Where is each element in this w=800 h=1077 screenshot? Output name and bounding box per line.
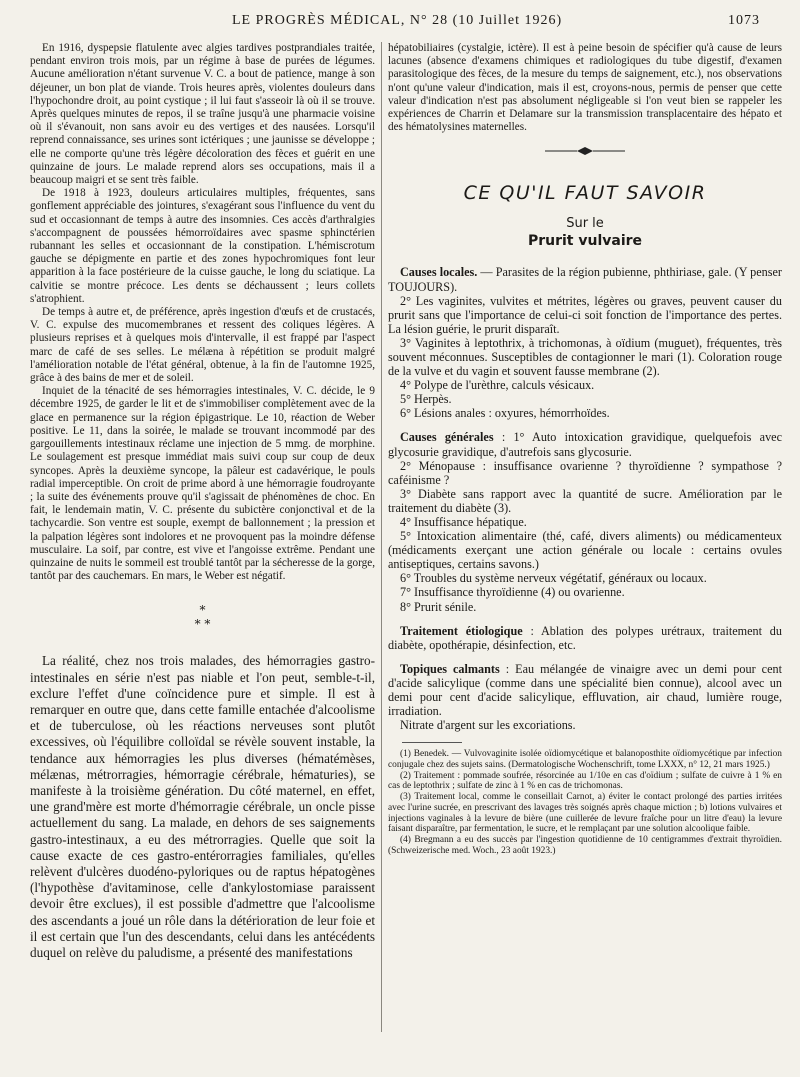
entry-first-line [388,265,782,293]
footnote-rule [402,742,462,743]
section-subtitle-small: Sur le [566,216,604,232]
entry-term: Traitement étiologique [400,623,523,638]
entry-item: 4° Insuffisance hépatique. [400,515,527,530]
entry-term: Causes générales [400,430,494,445]
entry-traitement-etiologique [388,624,782,652]
asterism-separator: * * * [194,603,211,632]
journal-title: LE PROGRÈS MÉDICAL, N° 28 (10 Juillet 1926) [232,13,563,28]
entry-term: Causes locales. [400,265,478,280]
paragraph-dyspepsia: En 1916, dyspepsie flatulente avec algies tardives postprandiales traitée, pendant environ trois mois, par un régime à base de purées de légumes. Aucune amélioration n'étant survenue V. C. a bout de patience, mange à son déjeuner, un bon plat de viande. Trois heures après, violentes douleurs dans l'hypochondre droit, au point cystique ; il lui faut s'asseoir là où il se trouve. Après quelques minutes de repos, il se traîne jusqu'à une pharmacie voisine où il s'évanouit, non sans avoir eu des vertiges et des nausées. Lorsqu'il reprend connaissance, ses urines sont ictériques ; une jaunisse se développe ; elle ne comporte qu'une très légère décoloration des fèces et guérit en une quinzaine de jours. Le malade reprend alors ses occupations, mais il a beaucoup maigri et se sent très faible. [30,42,375,187]
entry-item: 3° Diabète sans rapport avec la quantité de sucre. Amélioration par le traitement du diabète (3). [388,486,782,515]
right-column [388,42,782,1052]
paragraph-melaena: De temps à autre et, de préférence, après ingestion d'œufs et de crustacés, V. C. expulse des mucomembranes et ressent des coliques légères. A plusieurs reprises et à quelques mois d'intervalle, il est frappé par l'aspect marc de café de ses selles. Le mélæna à répétition se produit malgré l'amélioration notable de l'état général, obtenue, à la fin de l'automne 1925, grâce à des bains de mer et de soleil. [30,306,375,385]
entry-topiques-calmants [388,662,782,732]
entry-first-line [388,662,782,718]
entry-item: 7° Insuffisance thyroïdienne (4) ou ovarienne. [400,585,625,600]
entry-text: : 1° Auto intoxication gravidique, quelquefois avec glycosurie gravidique, d'autrefois sans glycosurie. [388,430,782,459]
entry-item: 3° Vaginites à leptothrix, à trichomonas, à oïdium (muguet), fréquentes, très souvent méconnues. Susceptibles de contagionner le mari (1). Coloration rouge de la vulve et du vagin et souvent fausse membrane (2). [388,335,782,379]
paragraph-hemorrhage: Inquiet de la ténacité de ses hémorragies intestinales, V. C. décide, le 9 décembre 1925, de garder le lit et de s'immobiliser complètement avec de la glace en permanence sur la région épigastrique. Le 10, réaction de Weber positive. Le 11, dans la soirée, le malade se trouvant incommodé par des gargouillements intestinaux réclame une injection de 5 mmg. de morphine. Le soulagement est presque immédiat mais suivi coup sur coup de deux syncopes. Après la deuxième syncope, la pâleur est cadavérique, le pouls radial imperceptible. On croit de prime abord à une hémorragie foudroyante ; la suite des événements prouve qu'il s'agissait de phénomènes de choc. En fait, le lendemain matin, V. C. présente du subictère conjonctival et de la tachycardie. Son ventre est souple, exempt de ballonnement ; la pression et la palpation légères sont indolores et ne provoquent pas la moindre défense musculaire. La soif, par contre, est vive et l'angoisse extrême. Pendant une quinzaine de nuits le sommeil est troublé tantôt par la sécheresse de la gorge, tantôt par des cauchemars. En mars, le Weber est négatif. [30,385,375,583]
ornament-divider [543,146,627,156]
paragraph-discussion: La réalité, chez nos trois malades, des hémorragies gastro-intestinales en série n'est pas niable et l'on peut, semble-t-il, exclure l'effet d'une coïncidence pure et simple. Il est à remarquer en outre que, dans cette famille entachée d'alcoolisme et de tuberculose, où les réactions nerveuses sont plutôt excessives, où l'équilibre colloïdal se révèle souvent instable, la tendance aux hémorragies les plus diverses (hématémèses, mélænas, métrorragies, hémorragie cérébrale, hématuries), se manifeste à la troisième génération. Du côté maternel, en effet, une grand'mère est morte d'hémorragie cérébrale, un oncle pisse actuellement du sang. La malade, en dehors de ses saignements gastro-intestinaux, a eu des métrorragies. Quelle que soit la cause exacte de ces gastro-entérorragies familiales, qu'elles relèvent d'ulcères duodéno-pyloriques ou de raptus hépatogènes (l'hypothèse d'avitaminose, celle d'ankylostomiase paraissent devoir être exclues), il est possible d'admettre que l'alcoolisme des ascendants a joué un rôle dans la détérioration de leur foie et il est certain que l'un des descendants, celui dans les antécédents duquel on relève du paludisme, a présenté des manifestations [30,653,375,960]
entry-text: : Eau mélangée de vinaigre avec un demi pour cent d'acide salicylique (comme dans une spécialité bien connue), alcool avec un demi pour cent d'acide salicylique, effluvation, air chaud, lumière rouge, irradiation. [388,661,782,719]
running-head [32,13,760,35]
footnote: (2) Traitement : pommade soufrée, résorcinée au 1/10e en cas d'oïdium ; sulfate de cuivre à 1 % en cas de leptothrix ; sulfate de zinc à 1 % en cas de trichomonas. [388,770,782,792]
paragraph-continuation: hépatobiliaires (cystalgie, ictère). Il est à peine besoin de spécifier qu'à cause de leurs lacunes (absence d'examens chimiques et radiologiques du tube digestif, d'examen parasitologique des fèces, de la mesure du temps de saignement, etc.), nos observations n'ont qu'une valeur d'indication, mais il est, croyons-nous, permis de penser que cette valeur d'indication n'est pas absolument négligeable si l'on veut bien se rappeler les expériences de Charrin et Delamare sur la transmission transplacentaire des hépato et des hématolysines maternelles. [388,42,782,134]
entry-causes-generales [388,430,782,613]
entry-item: 2° Les vaginites, vulvites et métrites, légères ou graves, peuvent causer du prurit sans que l'importance de celui-ci soit fonction de l'importance des pertes. La lésion guérie, le prurit disparaît. [388,293,782,336]
footnotes [388,749,782,856]
footnote: (1) Benedek. — Vulvovaginite isolée oïdiomycétique et balanoposthite oïdiomycétique par infection conjugale chez des sujets sains. (Dermatologische Wochenschrift, tome LXXX, n° 12, 21 mars 1925.) [388,749,782,771]
section-subtitle: Prurit vulvaire [527,233,643,250]
entry-item: 6° Lésions anales : oxyures, hémorrhoïdes. [400,406,610,421]
entry-first-line [388,430,782,458]
entry-item: 2° Ménopause : insuffisance ovarienne ? thyroïdienne ? sympathose ? caféinisme ? [388,458,782,487]
left-column [30,42,375,1052]
entry-item: 5° Intoxication alimentaire (thé, café, divers aliments) ou médicamenteux (médicaments exerçant une action générale ou locale : certains ovules antiseptiques, certains savons.) [388,529,782,572]
paragraph-arthralgia: De 1918 à 1923, douleurs articulaires multiples, fréquentes, sans gonflement appréciable des jointures, s'exagérant sous l'influence du vent du sud et occasionnant de temps à autre des insomnies. Ces accès d'arthralgies s'accompagnent de poussées hémorroïdaires avec spasme sphinctérien rubannant les selles et occasionnant de la constipation. L'hémiscrotum gauche se dépigmente en partie et des zones hypochromiques font leur apparition à la face postérieure de la cuisse gauche, le long du sciatique. La calvitie se montre précoce. Les dents se déchaussent ; leurs collets s'atrophient. [30,187,375,305]
entry-text: : Ablation des polypes urétraux, traitement du diabète, opothérapie, désinfection, etc. [388,623,782,652]
entry-first-line [388,624,782,652]
entry-item: 4° Polype de l'urèthre, calculs vésicaux. [400,378,595,393]
entry-causes-locales [388,265,782,420]
entry-item: 6° Troubles du système nerveux végétatif, généraux ou locaux. [400,571,707,586]
entry-item: 8° Prurit sénile. [400,599,477,614]
section-title: CE QU'IL FAUT SAVOIR [463,182,707,205]
footnote: (4) Bregmann a eu des succès par l'ingestion quotidienne de 10 centigrammes d'extrait thyroïdien. (Schweizerische med. Woch., 23 août 1923.) [388,834,782,856]
entry-item: 5° Herpès. [400,392,452,407]
column-divider [381,42,382,1032]
page-number: 1073 [728,13,760,28]
footnote: (3) Traitement local, comme le conseillait Carnot, a) éviter le contact prolongé des parties irritées avec l'urine sucrée, en prescrivant des lavages très soignés après chaque miction ; b) lotions vulvaires et injections vaginales à la levure de bière (une cuillerée de levure fraîche pour un litre d'eau) la levure faisant disparaître, par fermentation, le sucre, et le remplaçant par une solution alcoolique faible. [388,792,782,835]
entry-item: Nitrate d'argent sur les excoriations. [400,718,576,733]
entry-term: Topiques calmants [400,661,500,676]
entry-text: — Parasites de la région pubienne, phthiriase, gale. (Y penser TOUJOURS). [388,265,782,294]
